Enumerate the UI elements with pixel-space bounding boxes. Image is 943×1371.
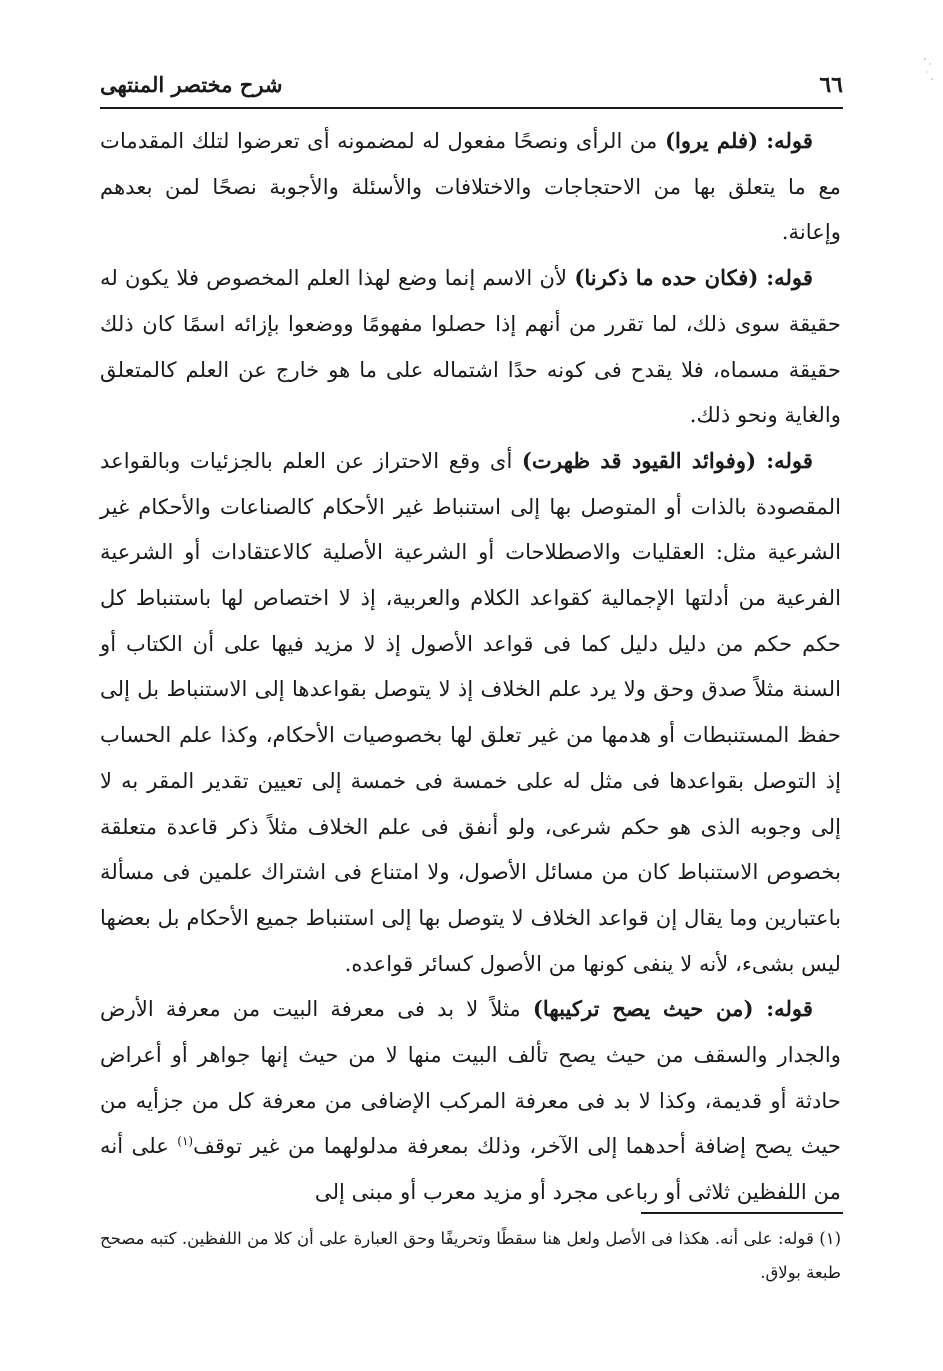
header-rule [100,107,843,109]
footnote-reference[interactable]: (١) [177,1134,194,1149]
paragraph-text: لأن الاسم إنما وضع لهذا العلم المخصوص فلا يكون له حقيقة سوى ذلك، لما تقرر من أنهم إذا حصلوا مفهومًا ووضعوا بإزائه اسمًا كان ذلك حقيقة مسماه، فلا يقدح فى كونه حدًا اشتماله على ما هو خارج عن العلم كالمتعلق والغاية ونحو ذلك. [100,265,841,428]
paragraph [100,255,841,438]
paragraph-text-continued: على أنه من اللفظين ثلاثى أو رباعى مجرد أو مزيد معرب أو مبنى إلى [100,1133,841,1205]
paragraph-text: من الرأى ونصحًا مفعول له لمضمونه أى تعرضوا لتلك المقدمات مع ما يتعلق بها من الاحتجاجات والاختلافات والأسئلة والأجوبة نصحًا لمن بعدهم وإعانة. [100,128,841,245]
footnote-text: (١) قوله: على أنه. هكذا فى الأصل ولعل هنا سقطًا وتحريفًا وحق العبارة على أن كلا من اللفظين. كتبه مصحح طبعة بولاق. [100,1229,841,1282]
paragraph-lead: قوله: (من حيث يصح تركيبها) [532,996,813,1022]
footnote-rule [641,1212,843,1214]
scan-speck-marks [921,55,935,85]
paragraph [100,986,841,1215]
footnote [100,1222,841,1290]
running-title: شرح مختصر المنتهى [100,72,283,97]
paragraph [100,118,841,255]
paragraph-text: أى وقع الاحتراز عن العلم بالجزئيات وبالقواعد المقصودة بالذات أو المتوصل بها إلى استنباط غير الأحكام كالصناعات والأحكام غير الشرعية مثل: العقليات والاصطلاحات أو الشرعية الأصلية كالاعتقادات أو الشرعية الفرعية من أدلتها الإجمالية كقواعد الكلام والعربية، إذ لا اختصاص لها باستنباط كل حكم حكم من دليل دليل كما فى قواعد الأصول إذ لا مزيد فيها على أن الكتاب أو السنة مثلاً صدق وحق ولا يرد علم الخلاف إذ لا يتوصل بقواعدها إلى الاستنباط بل إلى حفظ المستنبطات أو هدمها من غير تعلق لها بخصوصيات الأحكام، وكذا علم الحساب إذ التوصل بقواعدها فى مثل له على خمسة فى خمسة إلى تعيين تقدير المقر به لا إلى وجوبه الذى هو حكم شرعى، ولو أنفق فى علم الخلاف مثلاً ذكر قاعدة متعلقة بخصوص الاستنباط كان من مسائل الأصول، ولا امتناع فى اشتراك علمين فى مسألة باعتبارين وما يقال إن قواعد الخلاف لا يتوصل بها إلى استنباط جميع الأحكام بل بعضها ليس بشىء، لأنه لا ينفى كونها من الأصول كسائر قواعده. [100,447,841,976]
paragraph [100,438,841,986]
paragraph-text: مثلاً لا بد فى معرفة البيت من معرفة الأرض والجدار والسقف من حيث يصح تألف البيت منها لا من حيث إنها جواهر أو أعراض حادثة أو قديمة، وكذا لا بد فى معرفة المركب الإضافى من معرفة كل من جزأيه من حيث يصح إضافة أحدهما إلى الآخر، وذلك بمعرفة مدلولهما من غير توقف [100,996,841,1159]
paragraph-lead: قوله: (فكان حده ما ذكرنا) [574,265,813,291]
main-text [100,118,841,1215]
paragraph-lead: قوله: (وفوائد القيود قد ظهرت) [521,447,813,473]
paragraph-lead: قوله: (فلم يروا) [664,128,813,153]
page-number: ٦٦ [819,72,843,98]
page-header [100,72,843,100]
